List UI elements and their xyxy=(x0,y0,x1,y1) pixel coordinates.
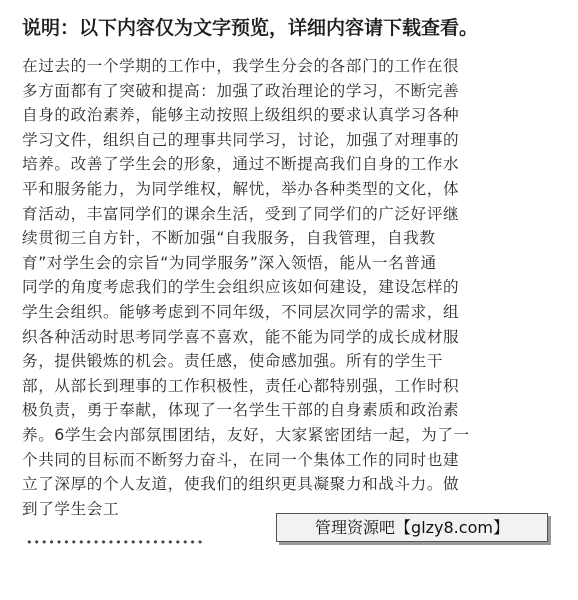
body-line: 学生会组织。能够考虑到不同年级，不同层次同学的需求，组 xyxy=(22,302,460,321)
body-line: 多方面都有了突破和提高：加强了政治理论的学习，不断完善 xyxy=(22,81,460,100)
body-line: 个共同的目标而不断努力奋斗，在同一个集体工作的同时也建 xyxy=(22,450,460,469)
body-line: 到了学生会工 xyxy=(22,499,120,518)
preview-notice: 说明：以下内容仅为文字预览，详细内容请下载查看。 xyxy=(22,17,479,39)
body-line: 同学的角度考虑我们的学生会组织应该如何建设，建设怎样的 xyxy=(22,278,460,297)
body-line: 育活动，丰富同学们的课余生活，受到了同学们的广泛好评继 xyxy=(22,204,460,223)
body-line: 极负责，勇于奉献，体现了一名学生干部的自身素质和政治素 xyxy=(22,401,460,420)
body-line: 部，从部长到理事的工作积极性，责任心都特别强，工作时积 xyxy=(22,376,460,395)
truncation-dots: •••••••••••••••••••••••• xyxy=(26,536,205,549)
body-line: 养。6学生会内部氛围团结，友好，大家紧密团结一起，为了一 xyxy=(22,425,470,444)
body-line: 自身的政治素养，能够主动按照上级组织的要求认真学习各种 xyxy=(22,106,460,125)
body-line: 平和服务能力，为同学维权，解忧，举办各种类型的文化，体 xyxy=(22,179,460,198)
body-line: 在过去的一个学期的工作中，我学生分会的各部门的工作在很 xyxy=(22,57,460,75)
body-line: 务，提供锻炼的机会。责任感，使命感加强。所有的学生干 xyxy=(22,352,444,371)
body-line: 织各种活动时思考同学喜不喜欢，能不能为同学的成长成材服 xyxy=(22,327,460,346)
site-watermark-banner: 管理资源吧【glzy8.com】 xyxy=(276,513,548,542)
body-line: 续贯彻三自方针，不断加强“自我服务，自我管理，自我教 xyxy=(22,229,436,248)
body-line: 育”对学生会的宗旨“为同学服务”深入领悟，能从一名普通 xyxy=(22,253,437,272)
body-line: 立了深厚的个人友道，使我们的组织更具凝聚力和战斗力。做 xyxy=(22,475,460,494)
body-line: 学习文件，组织自己的理事共同学习，讨论，加强了对理事的 xyxy=(22,130,460,149)
body-line: 培养。改善了学生会的形象，通过不断提高我们自身的工作水 xyxy=(22,155,460,174)
document-body xyxy=(22,54,548,521)
